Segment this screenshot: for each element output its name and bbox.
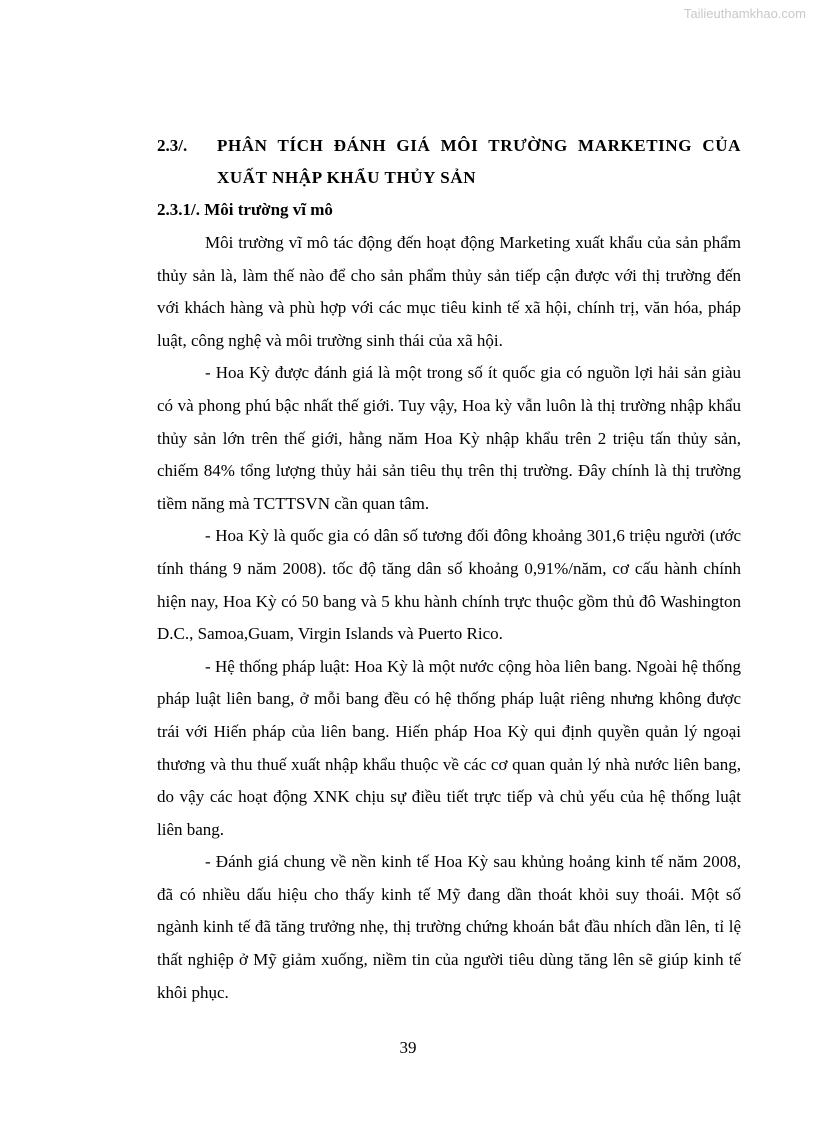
paragraph-resources: - Hoa Kỳ được đánh giá là một trong số ít quốc gia có nguồn lợi hải sản giàu có và phong phú bậc nhất thế giới. Tuy vậy, Hoa kỳ vẫn luôn là thị trường nhập khẩu thủy sản lớn trên thế giới, hằng năm Hoa Kỳ nhập khẩu trên 2 triệu tấn thủy sản, chiếm 84% tổng lượng thủy hải sản tiêu thụ trên thị trường. Đây chính là thị trường tiềm năng mà TCTTSVN cần quan tâm. — [157, 363, 741, 513]
subsection-title: 2.3.1/. Môi trường vĩ mô — [157, 200, 333, 219]
paragraph-population: - Hoa Kỳ là quốc gia có dân số tương đối đông khoảng 301,6 triệu người (ước tính tháng 9 năm 2008). tốc độ tăng dân số khoảng 0,91%/năm, cơ cấu hành chính hiện nay, Hoa Kỳ có 50 bang và 5 khu hành chính trực thuộc gồm thủ đô Washington D.C., Samoa,Guam, Virgin Islands và Puerto Rico. — [157, 526, 741, 644]
watermark: Tailieuthamkhao.com — [683, 6, 806, 21]
page-number: 39 — [399, 1038, 417, 1057]
section-title: PHÂN TÍCH ĐÁNH GIÁ MÔI TRƯỜNG MARKETING CỦA XUẤT NHẬP KHẨU THỦY SẢN — [217, 136, 741, 187]
paragraph-intro: Môi trường vĩ mô tác động đến hoạt động Marketing xuất khẩu của sản phẩm thủy sản là, làm thế nào để cho sản phẩm thủy sản tiếp cận được với thị trường đến với khách hàng và phù hợp với các mục tiêu kinh tế xã hội, chính trị, văn hóa, pháp luật, công nghệ và môi trường sinh thái của xã hội. — [157, 233, 741, 350]
document-page — [157, 130, 741, 1009]
paragraph-economy: - Đánh giá chung về nền kinh tế Hoa Kỳ sau khủng hoảng kinh tế năm 2008, đã có nhiều dấu hiệu cho thấy kinh tế Mỹ đang dần thoát khỏi suy thoái. Một số ngành kinh tế đã tăng trưởng nhẹ, thị trường chứng khoán bắt đầu nhích dần lên, tỉ lệ thất nghiệp ở Mỹ giảm xuống, niềm tin của người tiêu dùng tăng lên sẽ giúp kinh tế khôi phục. — [157, 852, 741, 1002]
paragraph-legal-system: - Hệ thống pháp luật: Hoa Kỳ là một nước cộng hòa liên bang. Ngoài hệ thống pháp luật liên bang, ở mỗi bang đều có hệ thống pháp luật riêng nhưng không được trái với Hiến pháp của liên bang. Hiến pháp Hoa Kỳ qui định quyền quản lý ngoại thương và thu thuế xuất nhập khẩu thuộc về các cơ quan quản lý nhà nước liên bang, do vậy các hoạt động XNK chịu sự điều tiết trực tiếp và chủ yếu của hệ thống luật liên bang. — [157, 656, 741, 839]
section-number: 2.3/. — [157, 136, 188, 155]
section-heading — [157, 130, 741, 194]
